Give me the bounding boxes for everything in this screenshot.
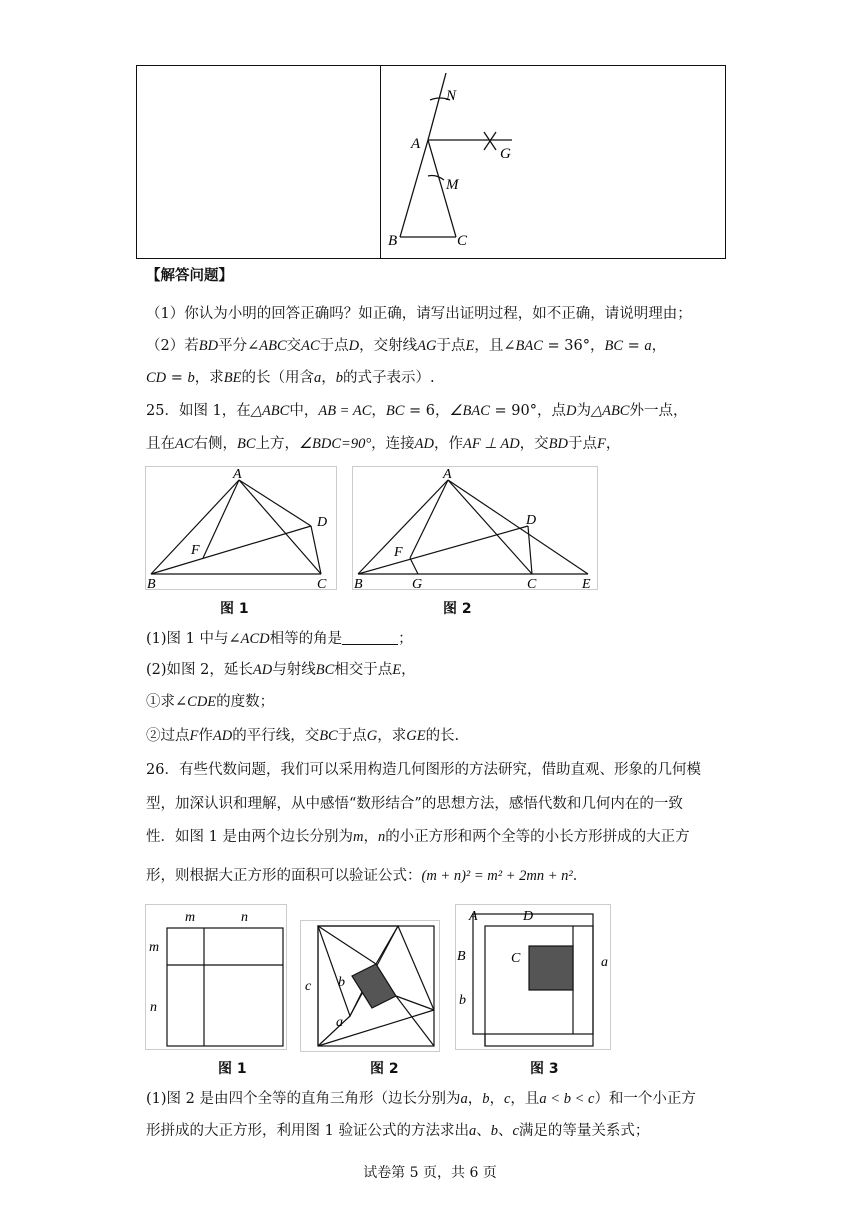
q26-figure-3: [455, 904, 611, 1050]
side-AB: [400, 140, 428, 237]
fig1-F: F: [191, 543, 200, 558]
label-C: C: [457, 233, 468, 249]
fig2-F: F: [394, 545, 403, 560]
line-AN: [428, 73, 446, 140]
q25-figure-1: [145, 466, 337, 590]
page-footer: 试卷第 5 页，共 6 页: [363, 1165, 497, 1181]
q26-part1-line1: (1)图 2 是由四个全等的直角三角形（边长分别为a，b，c，且a < b < c）和一个小正方: [146, 1091, 696, 1107]
label-G: G: [500, 146, 511, 162]
q26-fig1-caption: 图 1: [218, 1061, 247, 1077]
heading: 【解答问题】: [146, 268, 233, 284]
q26-line2: 型，加深认识和理解，从中感悟“数形结合”的思想方法，感悟代数和几何内在的一致: [146, 796, 683, 812]
q24-part1: （1）你认为小明的回答正确吗？如正确，请写出证明过程，如不正确，请说明理由；: [146, 306, 692, 322]
fig26-3-B: B: [457, 949, 466, 964]
fig26-1-m-left: m: [149, 940, 160, 955]
fig2-A: A: [443, 467, 452, 482]
q25-figure-2: [352, 466, 598, 590]
fig26-2-b: b: [338, 975, 345, 990]
fig2-G: G: [412, 577, 423, 590]
fig26-3-a: a: [601, 955, 608, 970]
q24-part2-cont: CD = b，求BE的长（用含a，b的式子表示）.: [146, 370, 435, 386]
q26-line1: 26．有些代数问题，我们可以采用构造几何图形的方法研究，借助直观、形象的几何模: [146, 762, 701, 778]
fig26-2-c: c: [305, 979, 312, 994]
fig26-3-D: D: [523, 909, 534, 924]
label-B: B: [388, 233, 398, 249]
label-A: A: [411, 136, 421, 152]
q26-line4: 形，则根据大正方形的面积可以验证公式：(m + n)² = m² + 2mn + n²．: [146, 868, 588, 884]
fig26-1-n-top: n: [241, 910, 248, 925]
q25-line2: 且在AC右侧，BC上方，∠BDC=90°，连接AD，作AF ⊥ AD，交BD于点F，: [146, 436, 621, 452]
fig1-C: C: [317, 577, 327, 590]
q25-fig1-caption: 图 1: [220, 601, 249, 617]
label-N: N: [446, 88, 457, 104]
fig1-D: D: [317, 515, 328, 530]
q26-figure-1: [145, 904, 287, 1050]
q26-part1-line2: 形拼成的大正方形，利用图 1 验证公式的方法求出a、b、c满足的等量关系式；: [146, 1123, 650, 1139]
fig26-3-C: C: [511, 951, 521, 966]
fig2-D: D: [526, 513, 537, 528]
fig2-C: C: [527, 577, 537, 590]
fig26-2-a: a: [336, 1015, 343, 1030]
arc-M: [428, 176, 444, 181]
q25-part2: (2)如图 2，延长AD与射线BC相交于点E，: [146, 662, 416, 678]
fig1-A: A: [233, 467, 242, 482]
label-M: M: [446, 177, 459, 193]
fig26-3-A: A: [469, 909, 478, 924]
fig26-1-m-top: m: [185, 910, 196, 925]
q24-part2: （2）若BD平分∠ABC交AC于点D，交射线AG于点E，且∠BAC = 36°，BC = a，: [146, 338, 667, 354]
q25-line1: 25．如图 1，在△ABC中，AB = AC，BC = 6，∠BAC = 90°，点D为△ABC外一点，: [146, 403, 688, 419]
fig26-3-b: b: [459, 993, 466, 1008]
fig2-B: B: [354, 577, 363, 590]
fig26-1-n-left: n: [150, 1000, 157, 1015]
fig1-B: B: [147, 577, 156, 590]
q25-fig2-caption: 图 2: [443, 601, 472, 617]
q26-fig3-caption: 图 3: [530, 1061, 559, 1077]
q26-figure-2: [300, 920, 440, 1052]
fig2-E: E: [582, 577, 591, 590]
q26-line3: 性．如图 1 是由两个边长分别为m，n的小正方形和两个全等的小长方形拼成的大正方: [146, 829, 690, 845]
q25-part2-i: ①求∠CDE的度数；: [146, 694, 275, 710]
q25-part2-ii: ②过点F作AD的平行线，交BC于点G，求GE的长.: [146, 728, 460, 744]
q25-part1: (1)图 1 中与∠ACD相等的角是 ；: [146, 631, 413, 647]
q26-fig2-caption: 图 2: [370, 1061, 399, 1077]
answer-blank[interactable]: [342, 630, 398, 645]
construction-figure: [380, 70, 530, 255]
